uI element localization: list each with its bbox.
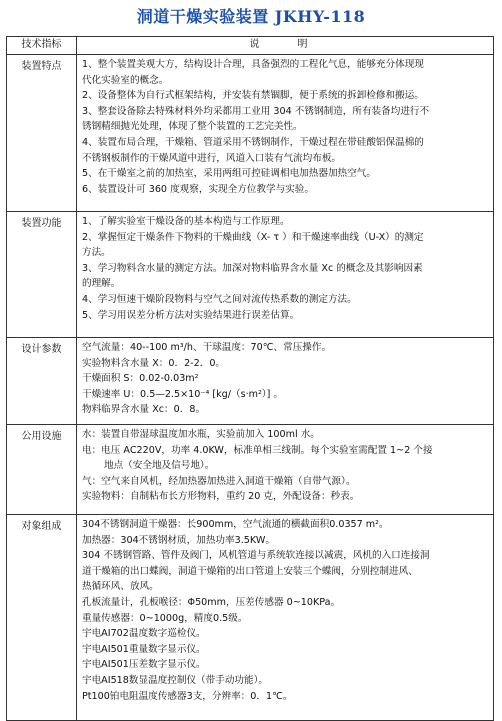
page-title: 洞道干燥实验装置 JKHY-118 bbox=[136, 7, 366, 26]
row-description bbox=[77, 212, 493, 337]
row-label: 装置功能 bbox=[7, 212, 77, 337]
description-line: 实验物料：自制粘布长方形物料，重约 20 克，外配设备：秒表。 bbox=[82, 491, 360, 503]
description-line: 宇电AI501压差数字显示仪。 bbox=[82, 659, 206, 671]
description-line: Pt100铂电阻温度传感器3支，分辨率：0．1℃。 bbox=[82, 690, 293, 702]
description-line: 方法。 bbox=[82, 247, 111, 259]
description-line: 气：空气来自风机，经加热器加热进入洞道干燥箱（自带气源）。 bbox=[82, 475, 356, 487]
table-row bbox=[6, 425, 494, 515]
description-line: 干燥面积 S：0.02-0.03m² bbox=[82, 373, 199, 385]
table-row bbox=[6, 212, 494, 338]
description-line: 代化实验室的概念。 bbox=[82, 74, 169, 86]
description-line: 宇电AI518数显温度控制仪（带手动功能）。 bbox=[82, 674, 268, 686]
spec-table bbox=[6, 36, 494, 721]
description-line: 宇电AI501重量数字显示仪。 bbox=[82, 643, 206, 655]
row-label: 公用设施 bbox=[7, 425, 77, 514]
description-line: 4、装置布局合理，干燥箱、管道采用不锈钢制作，干燥过程在带硅酸铝保温棉的 bbox=[82, 136, 424, 148]
table-row bbox=[6, 515, 494, 721]
description-line: 304不锈钢洞道干燥器：长900mm，空气流通的横截面积0.0357 m²。 bbox=[82, 519, 389, 530]
description-line: 3、学习物料含水量的测定方法。加深对物料临界含水量 Xc 的概念及其影响因素 bbox=[82, 262, 423, 274]
header-col-desc: 说 明 bbox=[249, 39, 322, 50]
description-line: 物料临界含水量 Xc：0．8。 bbox=[82, 404, 206, 416]
row-description bbox=[77, 338, 493, 424]
description-line: 2、掌握恒定干燥条件下物料的干燥曲线（X- τ ）和干燥速率曲线（U-X）的测定 bbox=[82, 231, 424, 243]
row-label: 对象组成 bbox=[7, 515, 77, 720]
description-line: 热循环风、放风。 bbox=[82, 581, 159, 593]
description-line: 5、在干燥室之前的加热室，采用两组可控硅调相电加热器加热空气。 bbox=[82, 168, 376, 180]
description-line: 1、整个装置美观大方，结构设计合理，具备强烈的工程化气息，能够充分体现现 bbox=[82, 59, 424, 70]
description-line: 2、设备整体为自行式框架结构，并安装有禁锢脚，便于系统的拆卸检修和搬运。 bbox=[82, 90, 424, 102]
description-line: 电：电压 AC220V，功率 4.0KW，标准单相三线制。每个实验室需配置 1~2 个接 bbox=[82, 444, 433, 456]
description-line: 4、学习恒速干燥阶段物料与空气之间对流传热系数的测定方法。 bbox=[82, 293, 357, 305]
description-line: 地点（安全地及信号地）。 bbox=[104, 460, 215, 472]
description-line: 的理解。 bbox=[82, 278, 121, 290]
description-line: 1、了解实验室干燥设备的基本构造与工作原理。 bbox=[82, 216, 290, 227]
row-label: 装置特点 bbox=[7, 55, 77, 211]
description-line: 加热器：304不锈钢材质，加热功率3.5KW。 bbox=[82, 534, 275, 546]
description-line: 重量传感器：0~1000g，精度0.5级。 bbox=[82, 612, 248, 624]
row-description bbox=[77, 425, 493, 514]
description-line: 宇电AI702温度数字巡检仪。 bbox=[82, 628, 206, 640]
description-line: 5、学习用误差分析方法对实验结果进行误差估算。 bbox=[82, 309, 300, 321]
description-line: 空气流量：40--100 m³/h、干球温度：70℃、常压操作。 bbox=[82, 342, 332, 353]
description-line: 水：装置自带湿球温度加水瓶，实验前加入 100ml 水。 bbox=[82, 429, 320, 440]
row-label: 设计参数 bbox=[7, 338, 77, 424]
description-line: 3、整套设备除去特殊材料外均采都用工业用 304 不锈钢制造，所有装备均进行不 bbox=[82, 105, 430, 117]
header-col-spec: 技术指标 bbox=[7, 37, 77, 54]
row-description bbox=[77, 55, 493, 211]
table-row bbox=[6, 338, 494, 425]
table-header-row bbox=[6, 36, 494, 55]
description-line: 不锈钢板制作的干燥风道中进行，风道入口装有气流均布板。 bbox=[82, 152, 342, 164]
row-description bbox=[77, 515, 493, 720]
description-line: 孔板流量计，孔板喉径：Φ50mm，压差传感器 0~10KPa。 bbox=[82, 596, 341, 608]
table-row bbox=[6, 55, 494, 212]
description-line: 304 不锈钢管路、管件及阀门，风机管道与系统软连接以减震，风机的入口连接洞 bbox=[82, 550, 430, 562]
description-line: 道干燥箱的出口蝶阀，洞道干燥箱的出口管道上安装三个蝶阀，分别控制进风、 bbox=[82, 565, 418, 577]
description-line: 锈钢精细抛光处理，体现了整个装置的工艺完美性。 bbox=[82, 121, 303, 133]
description-line: 6、装置设计可 360 度观察，实现全方位教学与实验。 bbox=[82, 183, 314, 195]
description-line: 实验物料含水量 X：0．2-2．0。 bbox=[82, 357, 226, 369]
description-line: 干燥速率 U：0.5—2.5×10⁻⁴ [kg/（s·m²）] 。 bbox=[82, 388, 283, 400]
